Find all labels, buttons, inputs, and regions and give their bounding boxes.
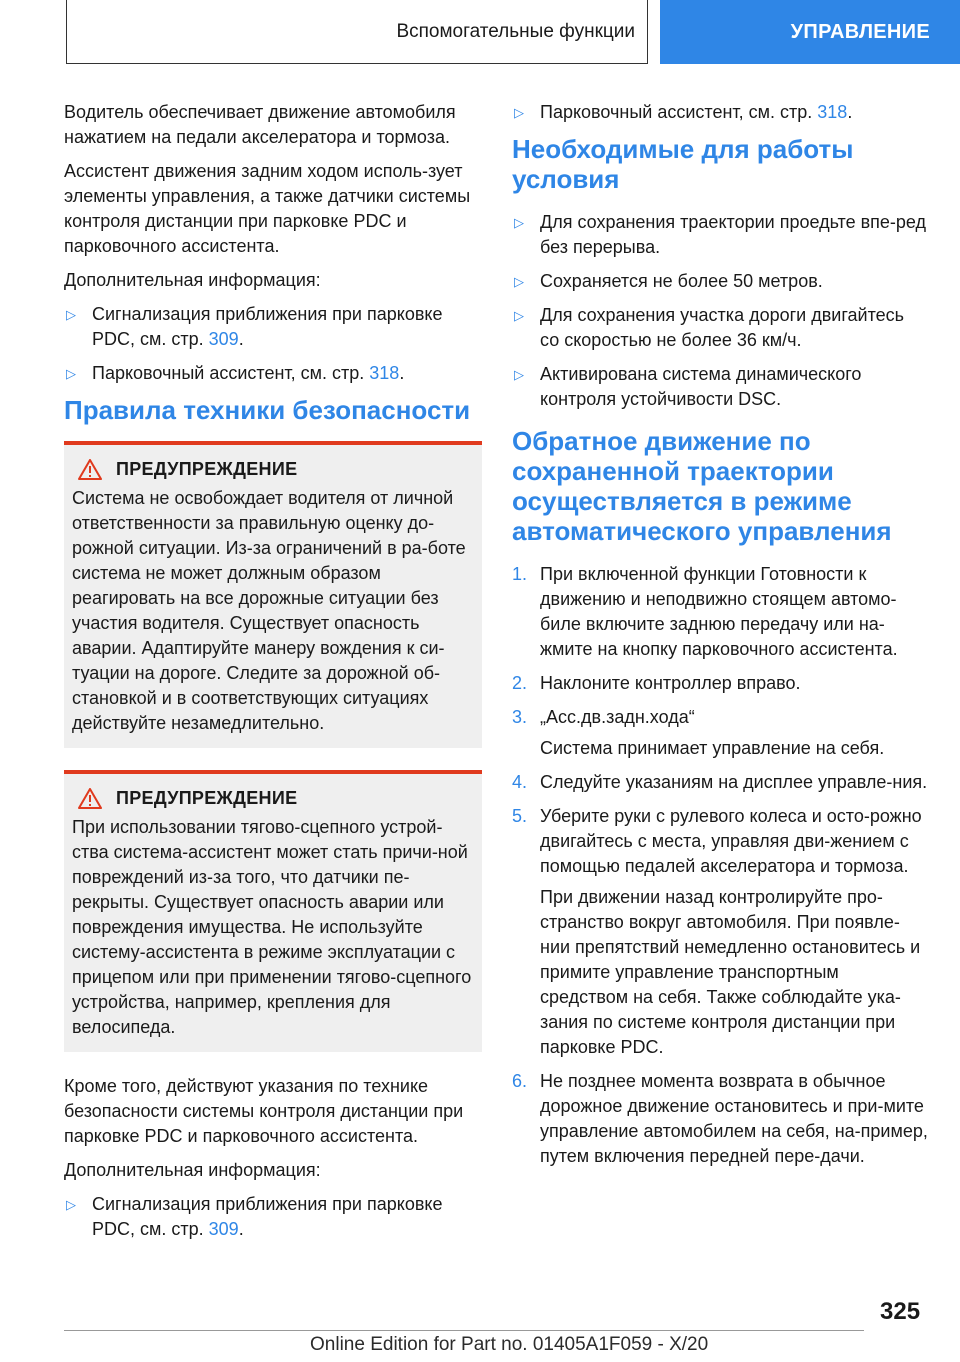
safety-heading: Правила техники безопасности bbox=[64, 395, 471, 425]
warning-body: Система не освобождает водителя от личной ответственности за правильную оценку до-рожной ситуации. Из-за ограничений в ра-боте система не может должным образом реагировать на все дорожные ситуации без участия водителя. Существует опасность аварии. Адаптируйте манеру вождения к си-туации на дороге. Следите за дорожной об-становкой и в соответствующих ситуациях действуйте незамедлительно. bbox=[72, 488, 466, 733]
step-item bbox=[512, 562, 928, 662]
header-chapter-tab[interactable] bbox=[660, 0, 960, 64]
chapter-title: УПРАВЛЕНИЕ bbox=[790, 20, 930, 43]
list-item bbox=[512, 269, 928, 294]
step-text: Следуйте указаниям на дисплее управле-ния. bbox=[540, 772, 928, 792]
safety-paragraph: Кроме того, действуют указания по технике безопасности системы контроля дистанции при парковке PDC и парковочного ассистента. bbox=[64, 1076, 464, 1146]
info-list bbox=[64, 302, 482, 386]
step-item bbox=[512, 1069, 928, 1169]
step-text: Не позднее момента возврата в обычное дорожное движение остановитесь и при-мите управление автомобилем на себя, на-пример, путем включения передней пере-дачи. bbox=[540, 1071, 928, 1166]
list-item bbox=[512, 100, 928, 125]
footer-edition: Online Edition for Part no. 01405A1F059 - X/20 bbox=[310, 1334, 709, 1355]
list-item-text: Парковочный ассистент, см. стр. bbox=[540, 102, 818, 122]
triangle-bullet-icon: ▷ bbox=[66, 1197, 76, 1212]
warning-box bbox=[64, 770, 482, 1052]
list-item-text: Для сохранения траектории проедьте впе-ред без перерыва. bbox=[540, 212, 927, 257]
step-item bbox=[512, 705, 928, 761]
step-number: 2. bbox=[512, 673, 528, 693]
triangle-bullet-icon: ▷ bbox=[66, 366, 76, 381]
steps-list bbox=[512, 562, 928, 1169]
triangle-bullet-icon: ▷ bbox=[514, 105, 524, 120]
page-link[interactable]: 309 bbox=[208, 329, 239, 349]
footer-divider bbox=[64, 1330, 864, 1331]
step-subtext: Система принимает управление на себя. bbox=[540, 738, 885, 758]
step-item bbox=[512, 804, 928, 1060]
list-item-text: Сохраняется не более 50 метров. bbox=[540, 271, 823, 291]
page-link[interactable]: 318 bbox=[369, 363, 400, 383]
warning-body: При использовании тягово-сцепного устрой-ства система-ассистент может стать причи-ной повреждений из-за того, что датчики пе-рекрыты. Существует опасность аварии или повреждения имущества. Не используйте систему-ассистента в режиме эксплуатации с прицепом или при применении тягово-сцепного устройства, например, крепления для велосипеда. bbox=[72, 817, 472, 1037]
warning-title: ПРЕДУПРЕЖДЕНИЕ bbox=[116, 788, 298, 808]
step-number: 3. bbox=[512, 707, 528, 727]
intro-paragraph: Водитель обеспечивает движение автомобиля нажатием на педали акселератора и тормоза. bbox=[64, 102, 456, 147]
warning-header bbox=[72, 788, 472, 809]
list-item bbox=[64, 302, 482, 352]
list-item-text: Сигнализация приближения при парковке PDC, см. стр. bbox=[92, 304, 443, 349]
step-number: 6. bbox=[512, 1071, 528, 1091]
list-item-end: . bbox=[399, 363, 405, 383]
triangle-bullet-icon: ▷ bbox=[514, 274, 524, 289]
step-text: Уберите руки с рулевого колеса и осто-рожно двигайтесь с места, управляя дви-жением с помощью педалей акселератора и тормоза. bbox=[540, 806, 922, 876]
list-item-end: . bbox=[847, 102, 853, 122]
step-item bbox=[512, 671, 928, 696]
list-item-end: . bbox=[238, 1219, 244, 1239]
info-label: Дополнительная информация: bbox=[64, 1160, 321, 1180]
header-section-title bbox=[66, 0, 648, 64]
conditions-heading: Необходимые для работы условия bbox=[512, 134, 854, 194]
list-item-text: Парковочный ассистент, см. стр. bbox=[92, 363, 370, 383]
list-item-text: Для сохранения участка дороги двигайтесь со скоростью не более 36 км/ч. bbox=[540, 305, 905, 350]
list-item bbox=[64, 361, 482, 386]
warning-box bbox=[64, 441, 482, 748]
triangle-bullet-icon: ▷ bbox=[514, 367, 524, 382]
step-text: Наклоните контроллер вправо. bbox=[540, 673, 801, 693]
triangle-bullet-icon: ▷ bbox=[514, 308, 524, 323]
intro-paragraph: Дополнительная информация: bbox=[64, 270, 321, 290]
left-column bbox=[64, 100, 482, 1251]
section-title: Вспомогательные функции bbox=[396, 20, 635, 42]
step-number: 4. bbox=[512, 772, 528, 792]
step-number: 5. bbox=[512, 806, 528, 826]
step-number: 1. bbox=[512, 564, 528, 584]
step-subtext: При движении назад контролируйте про-странство вокруг автомобиля. При появле-нии препятствий немедленно остановитесь и примите управление транспортным средством на себя. Также соблюдайте ука-зания по системе контроля дистанции при парковке PDC. bbox=[540, 887, 921, 1057]
triangle-bullet-icon: ▷ bbox=[66, 307, 76, 322]
page-link[interactable]: 309 bbox=[208, 1219, 239, 1239]
list-item-text: Сигнализация приближения при парковке PDC, см. стр. bbox=[92, 1194, 443, 1239]
page-link[interactable]: 318 bbox=[817, 102, 848, 122]
triangle-bullet-icon: ▷ bbox=[514, 215, 524, 230]
warning-triangle-icon bbox=[78, 459, 102, 480]
list-item bbox=[512, 362, 928, 412]
warning-title: ПРЕДУПРЕЖДЕНИЕ bbox=[116, 459, 298, 479]
info-list bbox=[64, 1192, 482, 1242]
page-number: 325 bbox=[880, 1298, 921, 1325]
intro-paragraph: Ассистент движения задним ходом исполь-зует элементы управления, а также датчики системы контроля дистанции при парковке PDC и парковочного ассистента. bbox=[64, 161, 471, 256]
step-text: „Асс.дв.задн.хода“ bbox=[540, 707, 695, 727]
list-item-end: . bbox=[238, 329, 244, 349]
conditions-list bbox=[512, 210, 928, 412]
right-column bbox=[512, 100, 928, 1178]
list-item bbox=[64, 1192, 482, 1242]
auto-mode-heading: Обратное движение по сохраненной траектории осуществляется в режиме автоматического управления bbox=[512, 426, 892, 546]
info-list bbox=[512, 100, 928, 125]
step-text: При включенной функции Готовности к движению и неподвижно стоящем автомо-биле включите заднюю передачу или на-жмите на кнопку парковочного ассистента. bbox=[540, 564, 898, 659]
list-item bbox=[512, 210, 928, 260]
list-item-text: Активирована система динамического контроля устойчивости DSC. bbox=[540, 364, 862, 409]
warning-header bbox=[72, 459, 472, 480]
step-item bbox=[512, 770, 928, 795]
list-item bbox=[512, 303, 928, 353]
warning-triangle-icon bbox=[78, 788, 102, 809]
